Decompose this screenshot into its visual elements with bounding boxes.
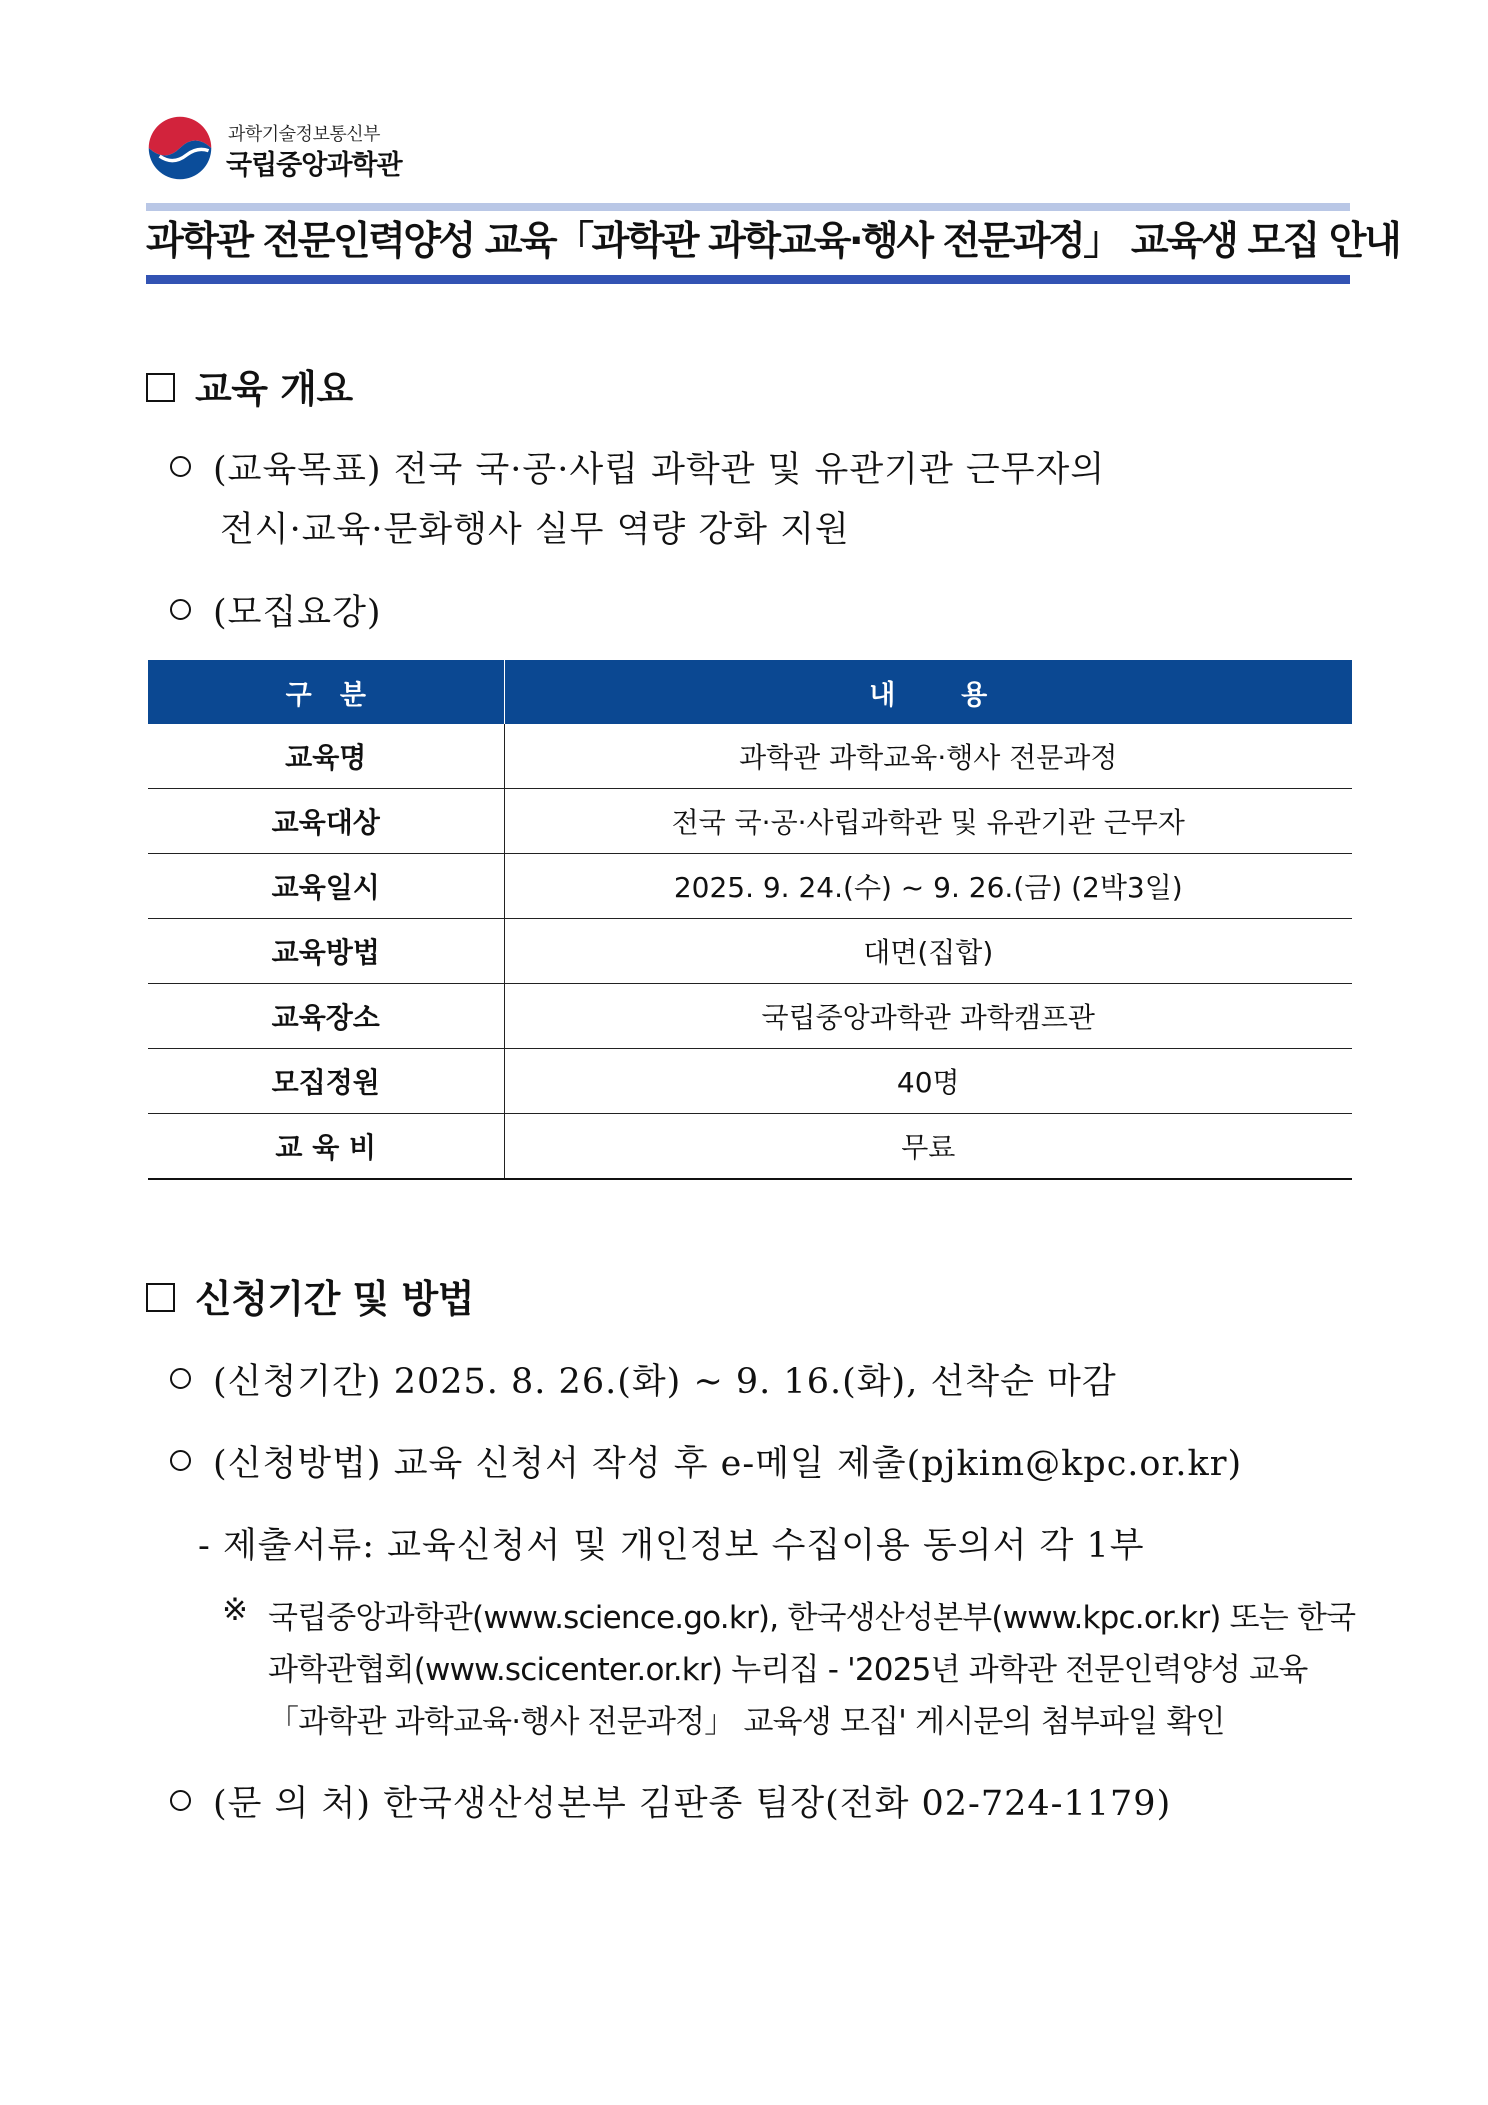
circle-bullet-icon [170, 1450, 191, 1471]
section-heading-overview: 교육 개요 [146, 358, 353, 413]
bullet-goal-continued: 전시·교육·문화행사 실무 역량 강화 지원 [220, 510, 850, 550]
note-line-1: 국립중앙과학관(www.science.go.kr), 한국생산성본부(www.kpc.or.kr) 또는 한국 [268, 1600, 1356, 1636]
row-label: 모집정원 [148, 1049, 504, 1114]
bullet-recruit: (모집요강) [170, 585, 382, 635]
row-value: 2025. 9. 24.(수) ~ 9. 26.(금) (2박3일) [504, 854, 1352, 919]
note-line-2: 과학관협회(www.scicenter.or.kr) 누리집 - '2025년 과학관 전문인력양성 교육 [268, 1652, 1308, 1688]
note-mark: ※ [222, 1592, 248, 1628]
note-line-3: 「과학관 과학교육·행사 전문과정」 교육생 모집' 게시문의 첨부파일 확인 [268, 1704, 1225, 1740]
table-row [148, 854, 1352, 919]
bullet-goal: (교육목표) 전국 국·공·사립 과학관 및 유관기관 근무자의 [170, 442, 1105, 492]
row-label: 교육명 [148, 724, 504, 789]
ministry-name: 과학기술정보통신부 [228, 124, 380, 145]
row-label: 교육일시 [148, 854, 504, 919]
table-row [148, 1114, 1352, 1180]
section-heading-application: 신청기간 및 방법 [146, 1268, 474, 1323]
table-row [148, 1049, 1352, 1114]
row-value: 대면(집합) [504, 919, 1352, 984]
table-header-category: 구 분 [148, 660, 504, 724]
row-value: 과학관 과학교육·행사 전문과정 [504, 724, 1352, 789]
checkbox-square-icon [146, 1283, 175, 1312]
circle-bullet-icon [170, 1368, 191, 1389]
row-label: 교육방법 [148, 919, 504, 984]
title-bottom-bar [146, 275, 1350, 284]
row-label: 교육대상 [148, 789, 504, 854]
table-header-row [148, 660, 1352, 724]
document-title: 과학관 전문인력양성 교육「과학관 과학교육·행사 전문과정」 교육생 모집 안내 [146, 219, 1400, 264]
table-row [148, 789, 1352, 854]
table-row [148, 984, 1352, 1049]
title-top-bar [146, 203, 1350, 211]
row-value: 국립중앙과학관 과학캠프관 [504, 984, 1352, 1049]
row-label: 교육장소 [148, 984, 504, 1049]
recruitment-table [148, 660, 1352, 1180]
circle-bullet-icon [170, 456, 191, 477]
circle-bullet-icon [170, 599, 191, 620]
government-emblem-icon [146, 114, 214, 182]
row-label: 교 육 비 [148, 1114, 504, 1180]
row-value: 40명 [504, 1049, 1352, 1114]
row-value: 전국 국·공·사립과학관 및 유관기관 근무자 [504, 789, 1352, 854]
table-row [148, 724, 1352, 789]
row-value: 무료 [504, 1114, 1352, 1180]
bullet-period: (신청기간) 2025. 8. 26.(화) ~ 9. 16.(화), 선착순 마감 [170, 1354, 1117, 1404]
museum-name: 국립중앙과학관 [226, 150, 402, 181]
bullet-method: (신청방법) 교육 신청서 작성 후 e-메일 제출(pjkim@kpc.or.kr) [170, 1436, 1242, 1486]
bullet-contact: (문 의 처) 한국생산성본부 김판종 팀장(전화 02-724-1179) [170, 1776, 1171, 1826]
required-documents: - 제출서류: 교육신청서 및 개인정보 수집이용 동의서 각 1부 [198, 1526, 1145, 1566]
circle-bullet-icon [170, 1790, 191, 1811]
checkbox-square-icon [146, 373, 175, 402]
table-row [148, 919, 1352, 984]
table-header-content: 내 용 [504, 660, 1352, 724]
